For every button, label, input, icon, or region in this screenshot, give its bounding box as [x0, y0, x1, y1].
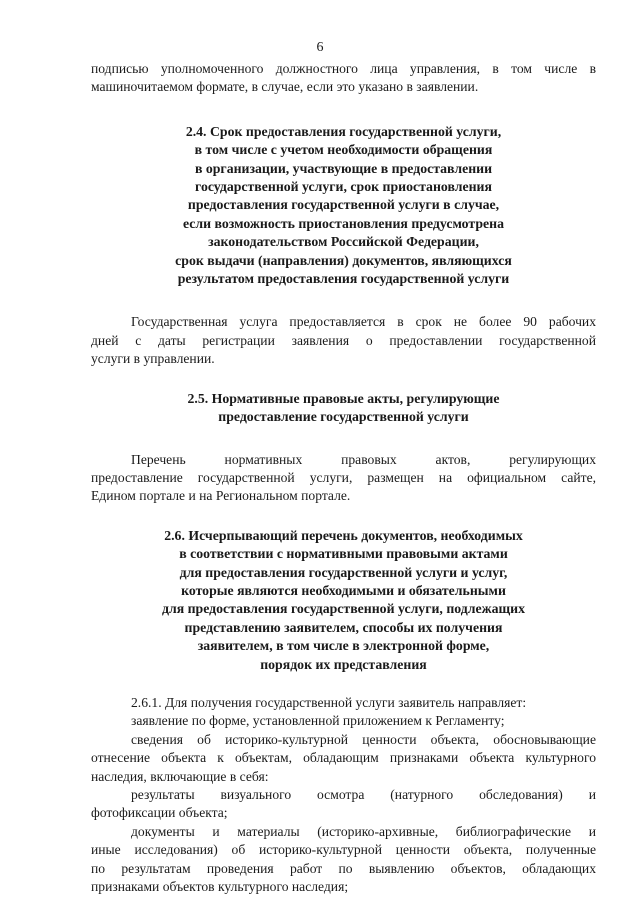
heading-line: если возможность приостановления предусмотрена — [183, 215, 504, 231]
paragraph-line: фотофиксации объекта; — [91, 805, 228, 821]
section-2-6-heading — [91, 527, 596, 674]
heading-line: срок выдачи (направления) документов, являющихся — [175, 252, 512, 268]
section-2-5-heading — [91, 390, 596, 427]
list-item — [91, 731, 596, 786]
paragraph-line: отнесение объекта к объектам, обладающим признаками объекта культурного — [91, 750, 596, 766]
heading-line: государственной услуги, срок приостановления — [195, 179, 492, 195]
paragraph-line: документы и материалы (историко-архивные, библиографические и — [131, 823, 596, 839]
section-2-6-list — [91, 694, 596, 896]
paragraph-line: по результатам проведения работ по выявлению объектов, обладающих — [91, 860, 596, 876]
paragraph-line: предоставление государственной услуги, размещен на официальном сайте, — [91, 469, 596, 485]
heading-line: предоставления государственной услуги в случае, — [187, 197, 500, 213]
heading-line: 2.4. Срок предоставления государственной услуги, — [185, 123, 502, 139]
intro-line: подписью уполномоченного должностного лица управления, в том числе в — [91, 61, 596, 76]
paragraph-line: результаты визуального осмотра (натурного обследования) и — [131, 787, 596, 802]
paragraph-line: Перечень нормативных правовых актов, регулирующих — [131, 451, 596, 467]
list-item — [91, 712, 596, 730]
heading-line: результатом предоставления государственной услуги — [177, 271, 510, 287]
list-item — [91, 694, 596, 712]
page-number: 6 — [316, 40, 324, 55]
paragraph-line: наследия, включающие в себя: — [91, 768, 269, 784]
paragraph-line: иные исследования) об историко-культурной ценности объекта, полученные — [91, 842, 596, 858]
heading-line: для предоставления государственной услуги и услуг, — [179, 564, 508, 580]
heading-line: которые являются необходимыми и обязательными — [181, 582, 506, 598]
heading-line: заявителем, в том числе в электронной форме, — [197, 638, 490, 654]
paragraph-line: 2.6.1. Для получения государственной услуги заявитель направляет: — [131, 694, 527, 710]
paragraph-line: сведения об историко-культурной ценности объекта, обосновывающие — [131, 731, 596, 747]
section-2-4-heading — [91, 123, 596, 289]
heading-line: в организации, участвующие в предоставлении — [194, 160, 493, 176]
document-body — [91, 60, 596, 896]
heading-line: для предоставления государственной услуги, подлежащих — [161, 601, 526, 617]
section-2-4-paragraph — [91, 313, 596, 368]
paragraph-line: заявление по форме, установленной приложением к Регламенту; — [131, 713, 505, 729]
heading-line: 2.6. Исчерпывающий перечень документов, необходимых — [164, 527, 523, 543]
paragraph-line: услуги в управлении. — [91, 351, 215, 367]
heading-line: в том числе с учетом необходимости обращения — [194, 142, 493, 158]
intro-paragraph — [91, 60, 596, 97]
paragraph-line: Государственная услуга предоставляется в срок не более 90 рабочих — [131, 314, 596, 330]
heading-line: законодательством Российской Федерации, — [208, 234, 479, 250]
heading-line: представлению заявителем, способы их получения — [184, 619, 503, 635]
heading-line: порядок их представления — [260, 656, 427, 672]
list-item — [91, 786, 596, 823]
paragraph-line: Едином портале и на Региональном портале. — [91, 488, 351, 504]
heading-line: 2.5. Нормативные правовые акты, регулирующие — [187, 390, 500, 406]
heading-line: предоставление государственной услуги — [218, 409, 469, 425]
intro-line: машиночитаемом формате, в случае, если это указано в заявлении. — [91, 79, 479, 95]
section-2-5-paragraph — [91, 451, 596, 506]
paragraph-line: признаками объектов культурного наследия; — [91, 879, 349, 895]
paragraph-line: дней с даты регистрации заявления о предоставлении государственной — [91, 332, 596, 348]
list-item — [91, 823, 596, 897]
heading-line: в соответствии с нормативными правовыми актами — [179, 546, 508, 562]
